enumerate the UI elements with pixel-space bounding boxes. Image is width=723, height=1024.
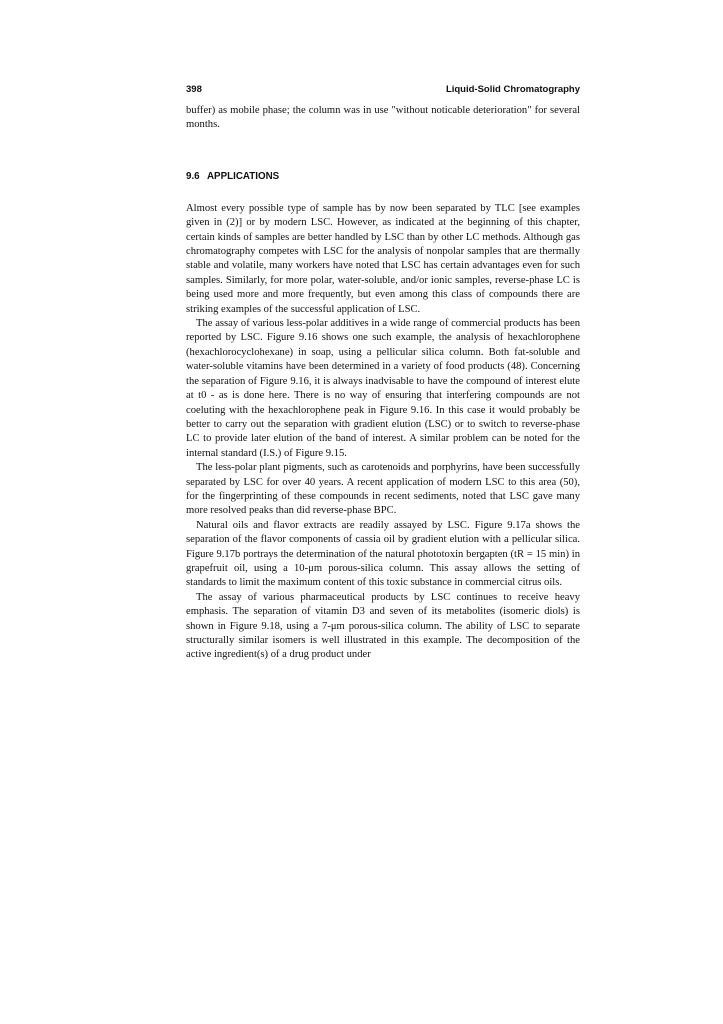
section-number: 9.6: [186, 170, 200, 182]
body-paragraph: The assay of various less-polar additives in a wide range of commercial products has been reported by LSC. Figure 9.16 shows one such example, the analysis of hexachlorophene (hexachlorocyclohexane) in soap, using a pellicular silica column. Both fat-soluble and water-soluble vitamins have been determined in a variety of food products (48). Concerning the separation of Figure 9.16, it is always inadvisable to have the compound of interest elute at t0 - as is done here. There is no way of ensuring that interfering compounds are not coeluting with the hexachlorophene peak in Figure 9.16. In this case it would probably be better to carry out the separation with gradient elution (LSC) or to switch to reverse-phase LC to provide later elution of the band of interest. A similar problem can be noted for the internal standard (I.S.) of Figure 9.15.: [186, 318, 580, 459]
document-page: [186, 84, 580, 663]
body-paragraph: The assay of various pharmaceutical products by LSC continues to receive heavy emphasis. The separation of vitamin D3 and seven of its metabolites (isomeric diols) is shown in Figure 9.18, using a 7-μm porous-silica column. The ability of LSC to separate structurally similar isomers is well illustrated in this example. The decomposition of the active ingredient(s) of a drug product under: [186, 591, 580, 661]
section-title: APPLICATIONS: [206, 170, 280, 182]
chapter-title: Liquid-Solid Chromatography: [445, 84, 580, 95]
page-number: 398: [186, 84, 202, 95]
body-paragraph: Almost every possible type of sample has by now been separated by TLC [see examples given in (2)] or by modern LSC. However, as indicated at the beginning of this chapter, certain kinds of samples are better handled by LSC than by other LC methods. Although gas chromatography competes with LSC for the analysis of nonpolar samples that are thermally stable and volatile, many workers have noted that LSC has certain advantages even for such samples. Similarly, for more polar, water-soluble, and/or ionic samples, reverse-phase LC is being used more and more frequently, but even among this class of compounds there are striking examples of the successful application of LSC.: [186, 202, 580, 315]
body-paragraph: Natural oils and flavor extracts are readily assayed by LSC. Figure 9.17a shows the separation of the flavor components of cassia oil by gradient elution with a pellicular silica. Figure 9.17b portrays the determination of the natural phototoxin bergapten (tR = 15 min) in grapefruit oil, using a 10-μm porous-silica column. This assay allows the setting of standards to limit the maximum content of this toxic substance in commercial citrus oils.: [186, 519, 580, 589]
body-paragraph: The less-polar plant pigments, such as carotenoids and porphyrins, have been successfully separated by LSC for over 40 years. A recent application of modern LSC to this area (50), for the fingerprinting of these compounds in recent sediments, noted that LSC gave many more resolved peaks than did reverse-phase BPC.: [186, 462, 580, 517]
continuation-paragraph: buffer) as mobile phase; the column was in use "without noticable deterioration" for several months.: [186, 105, 580, 131]
running-header: [186, 84, 580, 102]
section-heading: [186, 171, 580, 182]
